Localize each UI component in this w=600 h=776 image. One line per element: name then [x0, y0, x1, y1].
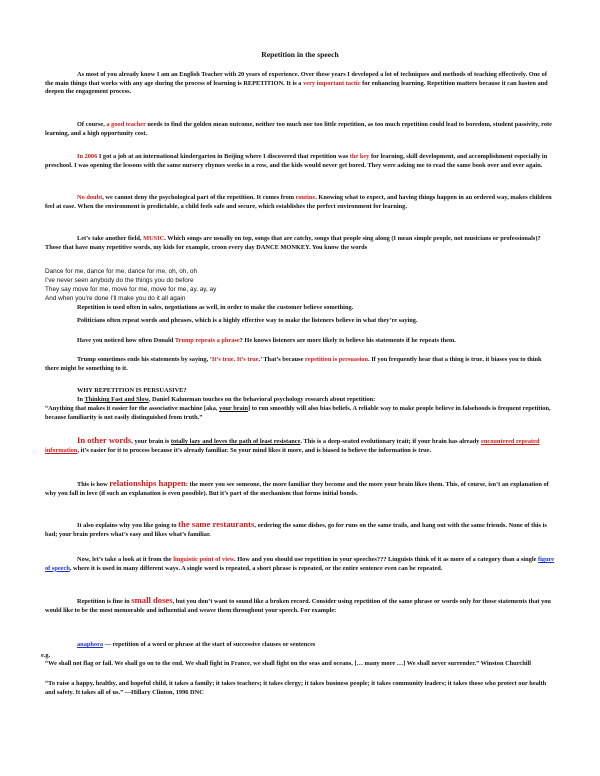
highlight-text: very important tactic [303, 79, 361, 87]
section-heading: WHY REPETITION IS PERSUASIVE? [77, 387, 187, 394]
highlight-text: MUSIC [143, 235, 165, 242]
highlight-text: relationships happen [109, 478, 186, 488]
text: for enhancing learning. Repetition matters because it can hasten and deepen the engagement process. [45, 79, 548, 95]
lyric-line: And when you’re done I’ll make you do it all again [45, 295, 186, 302]
page-title: Repetition in the speech [261, 50, 339, 59]
text: ? He knows listeners are more likely to believe his statements if he repeats them. [239, 337, 456, 344]
highlight-text: the same restaurants [178, 519, 255, 529]
paragraph-good-teacher [45, 121, 555, 138]
underlined-text: your brain [219, 405, 249, 412]
anaphora-link[interactable]: anaphora [77, 641, 104, 648]
text: , it’s easier for it to process because it’s already familiar. So your mind likes it more, and is biased to believe the information is true. [77, 446, 432, 454]
text: “Anything that makes it easier for the associative machine [aka, [45, 405, 220, 412]
highlight-text: small doses [131, 595, 173, 605]
paragraph-trump-repeats [45, 337, 555, 346]
text: , but you don’t want to sound like a broken record. Consider using repetition of the same phrase or words only for those statements that you would like to be the most memorable and influential and weave them throughout your speech. For example: [45, 598, 551, 614]
text: Let’s take another field, [77, 235, 144, 242]
example-label: e.g. [41, 652, 51, 659]
churchill-quote: “We shall not flag or fail. We shall go on to the end. We shall fight in France, we shall fight on the seas and oceans, [… many more …] We shall never surrender.” Winston Churchill [45, 660, 532, 667]
text: , ordering the same dishes, go for runs on the same trails, and hang out with the same friends. None of this is bad; your brain prefers what’s easy and likes what’s familiar. [45, 522, 547, 538]
paragraph-kahneman [77, 396, 555, 405]
underlined-text: totally lazy and loves the path of least resistance [170, 438, 301, 445]
text: Now, let’s take a look at it from the [77, 556, 174, 563]
text: — repetition of a word or phrase at the start of successive clauses or sentences [103, 641, 316, 648]
text: ] to run smoothly will also bias beliefs. A reliable way to make people believe in falsehoods is frequent repetition, because familiarity is not easily distinguished from truth.” [45, 405, 551, 421]
highlight-text: linguistic point of view [173, 556, 235, 563]
text: . This is a deep-seated evolutionary trait; if your brain has already [300, 438, 482, 445]
paragraph-sales: Repetition is used often in sales, negotiations as well, in order to make the customer believe something. [77, 304, 354, 311]
text: I got a job at an international kindergarten in Beijing where I discovered that repetition was [97, 153, 350, 160]
text: , your brain is [131, 438, 171, 445]
highlight-text: In 2006 [77, 153, 98, 160]
paragraph-intro [45, 71, 555, 97]
paragraph-relationships [45, 479, 555, 498]
highlight-text: a good teacher [106, 121, 146, 128]
paragraph-2006 [45, 153, 555, 170]
text: , where it is used in many different ways. A single word is repeated, a short phrase is repeated, or the entire sentence even can be repeated. [69, 564, 443, 572]
highlight-text: In other words [77, 435, 132, 445]
kahneman-quote [45, 405, 555, 422]
text: As most of you already know I am an English Teacher with 20 years of experience. Over these years I developed a lot of techniques and methods of teaching effectively. One of the main things that works with any age during the process of learning is REPETITION. It is a [45, 71, 547, 87]
paragraph-other-words [45, 436, 555, 455]
text: This is how [77, 481, 110, 488]
highlight-text: Trump repeats a phrase [174, 337, 240, 344]
text: . Knowing what to expect, and having things happen in an ordered way, makes children feel at ease. When the environment is predictable, a child feels safe and secure, which establishes the perfect environment for learning. [45, 194, 552, 210]
text: needs to find the golden mean outcome, neither too much nor too little repetition, as too much repetition could lead to boredom, student passivity, rote learning, and a high opportunity cost. [45, 121, 552, 137]
highlight-text: encountered repeated information [45, 438, 540, 454]
paragraph-no-doubt [45, 194, 555, 211]
highlight-text: repetition is persuasion [305, 356, 369, 363]
paragraph-restaurants [45, 520, 555, 539]
text: Of course, [77, 121, 107, 128]
clinton-quote: “To raise a happy, healthy, and hopeful child, it takes a family; it takes teachers; it takes clergy; it takes business people; it takes community leaders; it takes those who protect our health and safety. It takes all of us.” —Hillary Clinton, 1996 DNC [45, 680, 547, 696]
paragraph-linguistic [45, 556, 555, 573]
lyric-line: They say move for me, move for me, move for me, ay, ay, ay [45, 286, 217, 293]
text: In [77, 396, 85, 403]
text: Trump sometimes ends his statements by saying, ‘ [77, 356, 212, 363]
paragraph-anaphora [77, 641, 555, 650]
text: . Which songs are usually on top, songs that are catchy, songs that people sing along (I mean simple people, not musicians or professionals)? Those that have many repetitive words, my kids for example, croon every day DANCE MONKEY. You know the words [45, 235, 541, 251]
text: Repetition is fine in [77, 598, 132, 605]
text: for learning, skill development, and accomplishment especially in preschool. I was opening the lessons with the same nursery rhymes weeks in a row, and the kids would never get bored. They were asking me to read the same book over and over again. [45, 153, 548, 169]
text: . If you frequently hear that a thing is true, it biases you to think there might be something to it. [45, 356, 542, 372]
highlight-text: It’s true. It’s true [211, 356, 259, 363]
figure-of-speech-link[interactable]: figure of speech [45, 556, 555, 572]
text: : the more you see someone, the more familiar they become and the more your brain likes them. This, of course, isn’t an explanation of why you fall in love (if such an explanation is even possible). But it’s part of the mechanism that forms initial bonds. [45, 481, 549, 497]
book-title: Thinking Fast and Slow [84, 396, 149, 403]
paragraph-its-true [45, 356, 555, 373]
paragraph-small-doses [45, 596, 555, 615]
paragraph-music [45, 235, 555, 252]
text: It also explains why you like going to [77, 522, 179, 529]
highlight-text: the key [349, 153, 370, 160]
text: , Daniel Kahneman touches on the behavioral psychology research about repetition: [148, 396, 376, 403]
paragraph-politicians: Politicians often repeat words and phrases, which is a highly effective way to make the listeners believe in what they’re saying. [77, 317, 418, 324]
highlight-text: routine [295, 194, 316, 201]
text: .’ That’s because [258, 356, 306, 363]
lyric-line: Dance for me, dance for me, dance for me, oh, oh, oh [45, 268, 198, 275]
lyric-line: I’ve never seen anybody do the things you do before [45, 277, 194, 284]
highlight-text: No doubt [77, 194, 103, 201]
text: Have you noticed how often Donald [77, 337, 175, 344]
text: , we cannot deny the psychological part of the repetition. It comes from [102, 194, 296, 201]
text: . How and you should use repetition in your speeches??? Linguists think of it as more of a category than a single [234, 556, 539, 563]
